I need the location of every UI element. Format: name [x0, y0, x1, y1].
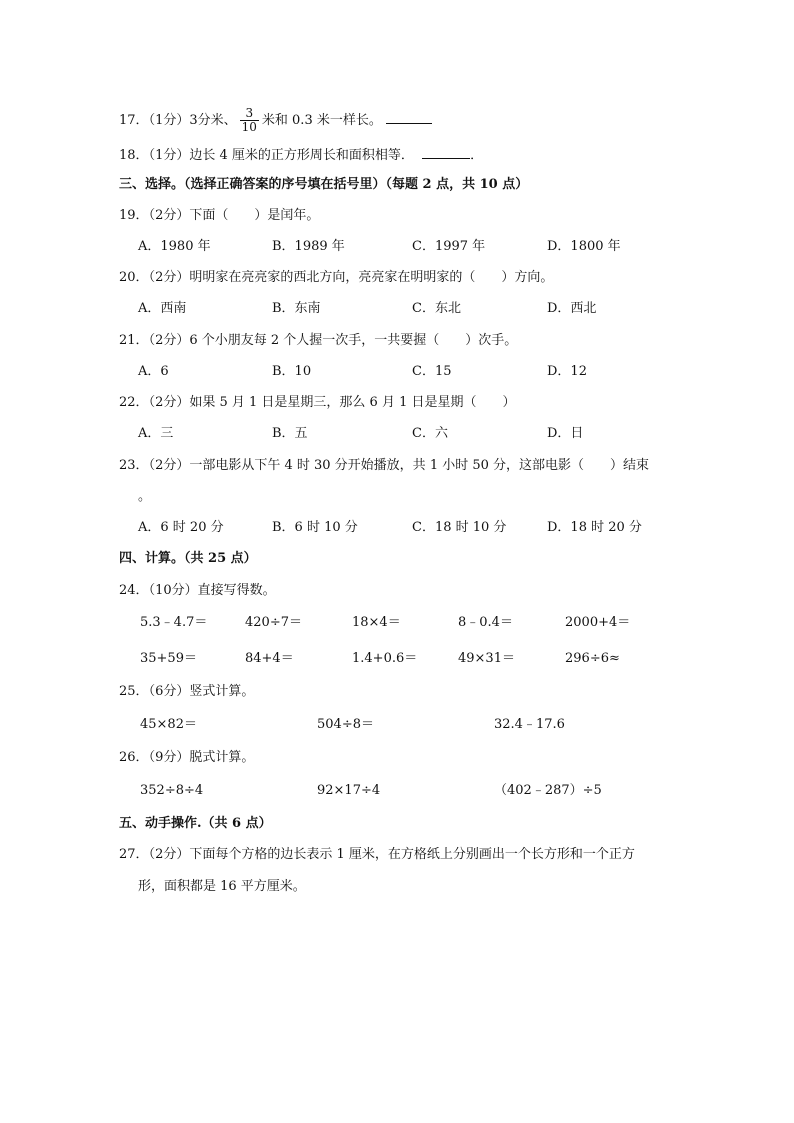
option-d[interactable]: D．1800 年	[547, 239, 621, 254]
section-title: 四、计算。（共 25 点）	[119, 551, 257, 566]
option-d[interactable]: D．18 时 20 分	[547, 520, 642, 535]
option-a[interactable]: A．1980 年	[138, 239, 211, 254]
question-number: 18	[119, 148, 136, 163]
calc-item: 352÷8÷4	[140, 783, 204, 798]
question-score: （1分）	[148, 148, 190, 163]
question-number: 25	[119, 684, 136, 699]
question-text: 边长 4 厘米的正方形周长和面积相等．	[189, 148, 414, 163]
calc-item: 35+59＝	[140, 651, 197, 666]
option-c[interactable]: C．东北	[412, 301, 461, 316]
question-score: （10分）	[148, 583, 198, 598]
option-c[interactable]: C．六	[412, 426, 448, 441]
question-18: 18．（1分）边长 4 厘米的正方形周长和面积相等． ．	[119, 145, 483, 165]
option-b[interactable]: B．东南	[272, 301, 321, 316]
question-score: （2分）	[148, 270, 190, 285]
fraction-denominator: 10	[241, 120, 257, 134]
question-number: 23	[119, 458, 136, 473]
calc-item: （402﹣287）÷5	[494, 783, 602, 798]
question-text: 明明家在亮亮家的西北方向，亮亮家在明明家的（ ）方向。	[189, 270, 554, 285]
calc-item: 92×17÷4	[317, 783, 381, 798]
question-20: 20．（2分）明明家在亮亮家的西北方向，亮亮家在明明家的（ ）方向。	[119, 270, 554, 285]
calc-item: 420÷7＝	[245, 615, 302, 630]
question-number: 24	[119, 583, 136, 598]
calc-item: 32.4﹣17.6	[494, 717, 565, 732]
question-number: 27	[119, 847, 136, 862]
calc-item: 8﹣0.4＝	[458, 615, 513, 630]
question-end: ．	[470, 148, 484, 163]
option-b[interactable]: B．1989 年	[272, 239, 345, 254]
question-text: 米和 0.3 米一样长。	[261, 113, 382, 128]
question-score: （1分）	[148, 113, 190, 128]
question-text: 3分米、	[189, 113, 237, 128]
question-26: 26．（9分）脱式计算。	[119, 750, 255, 765]
calc-item: 5.3﹣4.7＝	[140, 615, 208, 630]
calc-item: 84+4＝	[245, 651, 294, 666]
answer-blank[interactable]	[422, 145, 470, 159]
question-text-continued: 形，面积都是 16 平方厘米。	[138, 879, 306, 894]
question-number: 19	[119, 208, 136, 223]
question-score: （2分）	[148, 208, 190, 223]
calc-item: 45×82＝	[140, 717, 197, 732]
question-text: 竖式计算。	[189, 684, 255, 699]
question-21: 21．（2分）6 个小朋友每 2 个人握一次手，一共要握（ ）次手。	[119, 333, 518, 348]
question-19: 19．（2分）下面（ ）是闰年。	[119, 208, 320, 223]
question-22: 22．（2分）如果 5 月 1 日是星期三，那么 6 月 1 日是星期（ ）	[119, 395, 516, 410]
section-title: 五、动手操作.（共 6 点）	[119, 816, 272, 831]
question-25: 25．（6分）竖式计算。	[119, 684, 255, 699]
question-text: 下面每个方格的边长表示 1 厘米，在方格纸上分别画出一个长方形和一个正方	[189, 847, 635, 862]
option-c[interactable]: C．18 时 10 分	[412, 520, 507, 535]
option-a[interactable]: A．三	[138, 426, 174, 441]
question-24: 24．（10分）直接写得数。	[119, 583, 276, 598]
question-text: 下面（ ）是闰年。	[189, 208, 320, 223]
question-score: （2分）	[148, 458, 190, 473]
fraction	[240, 107, 259, 134]
calc-item: 504÷8＝	[317, 717, 374, 732]
question-number: 26	[119, 750, 136, 765]
question-number: 21	[119, 333, 136, 348]
question-text-continued: 。	[138, 489, 152, 504]
question-number: 22	[119, 395, 136, 410]
calc-item: 49×31＝	[458, 651, 515, 666]
question-17: 17．（1分）3分米、 $\frac{3}{10}$ 米和 0.3 米一样长。	[119, 107, 432, 134]
section-title: 三、选择。（选择正确答案的序号填在括号里）（每题 2 点，共 10 点）	[119, 177, 529, 192]
question-score: （2分）	[148, 395, 190, 410]
calc-item: 296÷6≈	[565, 651, 620, 666]
option-b[interactable]: B．6 时 10 分	[272, 520, 358, 535]
option-c[interactable]: C．15	[412, 364, 452, 379]
option-b[interactable]: B．五	[272, 426, 308, 441]
question-number: 17	[119, 113, 136, 128]
question-score: （2分）	[148, 847, 190, 862]
calc-item: 2000+4＝	[565, 615, 631, 630]
question-27: 27．（2分）下面每个方格的边长表示 1 厘米，在方格纸上分别画出一个长方形和一个正方	[119, 847, 635, 862]
answer-blank[interactable]	[386, 110, 432, 124]
question-text: 如果 5 月 1 日是星期三，那么 6 月 1 日是星期（ ）	[189, 395, 516, 410]
option-a[interactable]: A．6	[138, 364, 169, 379]
calc-item: 18×4＝	[352, 615, 401, 630]
option-d[interactable]: D．12	[547, 364, 587, 379]
question-text: 6 个小朋友每 2 个人握一次手，一共要握（ ）次手。	[189, 333, 518, 348]
option-b[interactable]: B．10	[272, 364, 312, 379]
option-d[interactable]: D．日	[547, 426, 584, 441]
question-number: 20	[119, 270, 136, 285]
question-23: 23．（2分）一部电影从下午 4 时 30 分开始播放，共 1 小时 50 分，这部电影（ ）结束	[119, 458, 650, 473]
option-a[interactable]: A．6 时 20 分	[138, 520, 224, 535]
question-text: 直接写得数。	[197, 583, 276, 598]
question-score: （9分）	[148, 750, 190, 765]
option-c[interactable]: C．1997 年	[412, 239, 486, 254]
option-d[interactable]: D．西北	[547, 301, 597, 316]
question-score: （2分）	[148, 333, 190, 348]
question-score: （6分）	[148, 684, 190, 699]
option-a[interactable]: A．西南	[138, 301, 187, 316]
question-text: 脱式计算。	[189, 750, 255, 765]
fraction-numerator: 3	[245, 106, 254, 120]
question-text: 一部电影从下午 4 时 30 分开始播放，共 1 小时 50 分，这部电影（ ）结束	[189, 458, 650, 473]
calc-item: 1.4+0.6＝	[352, 651, 418, 666]
